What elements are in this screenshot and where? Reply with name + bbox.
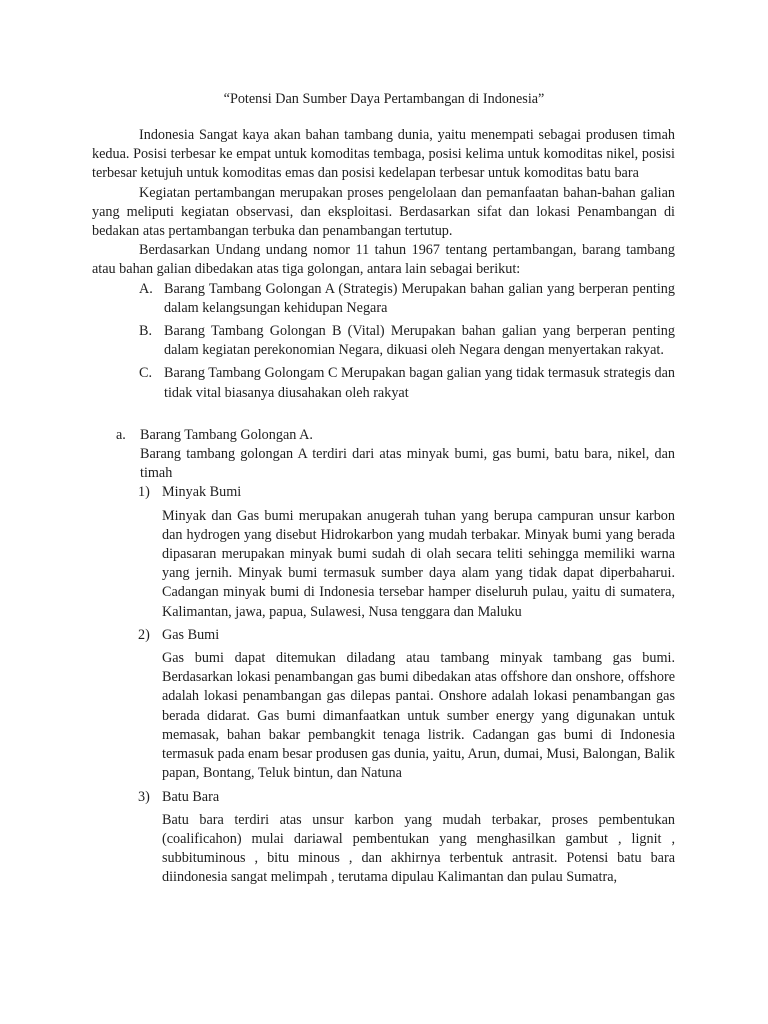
section-marker: a. bbox=[116, 426, 126, 443]
subsection-minyak-bumi-text: Minyak dan Gas bumi merupakan anugerah tuhan yang berupa campuran unsur karbon dan hydrogen yang disebut Hidrokarbon yang mudah terbakar. Minyak bumi yang berada dipasaran merupakan minyak bumi sudah di olah secara teliti sehingga memiliki warna yang jernih. Minyak bumi termasuk sumber daya alam yang tidak dapat diperbaharui. Cadangan minyak bumi di Indonesia tersebar hamper diseluruh pulau, yaitu di sumatera, Kalimantan, jawa, papua, Sulawesi, Nusa tenggara dan Maluku bbox=[162, 507, 675, 620]
spacer bbox=[92, 407, 675, 426]
item-number: 3) bbox=[138, 788, 150, 805]
subsection-batu-bara-heading bbox=[92, 788, 675, 807]
item-number: 2) bbox=[138, 626, 150, 643]
subsection-gas-bumi-text: Gas bumi dapat ditemukan diladang atau tambang minyak tambang gas bumi. Berdasarkan lokasi penambangan gas bumi dibedakan atas offshore dan onshore, offshore adalah lokasi penambangan gas dilepas pantai. Onshore adalah lokasi penambangan gas berada didarat. Gas bumi dimanfaatkan untuk sumber energy yang digunakan untuk memasak, bahan bakar pembangkit tenaga listrik. Cadangan gas bumi di Indonesia termasuk pada enam besar produsen gas dunia, yaitu, Arun, dumai, Musi, Balongan, Balik papan, Bontang, Teluk bintun, dan Natuna bbox=[162, 650, 675, 782]
paragraph-intro: Indonesia Sangat kaya akan bahan tambang dunia, yaitu menempati sebagai produsen timah kedua. Posisi terbesar ke empat untuk komoditas tembaga, posisi kelima untuk komoditas nikel, posisi terbesar ketujuh untuk komoditas emas dan posisi kedelapan terbesar untuk komoditas batu bara bbox=[92, 127, 675, 182]
category-text: Barang Tambang Golongam C Merupakan bagan galian yang tidak termasuk strategis dan tidak vital biasanya diusahakan oleh rakyat bbox=[164, 365, 675, 401]
subsection-minyak-bumi-heading bbox=[92, 483, 675, 502]
section-a-heading bbox=[92, 426, 675, 445]
item-title: Gas Bumi bbox=[162, 626, 220, 643]
category-text: Barang Tambang Golongan A (Strategis) Merupakan bahan galian yang berperan penting dalam kelangsungan kehidupan Negara bbox=[164, 280, 675, 316]
category-list bbox=[92, 280, 675, 403]
category-item-c bbox=[92, 364, 675, 402]
category-item-a bbox=[92, 280, 675, 318]
section-heading-text: Barang Tambang Golongan A. bbox=[140, 426, 313, 443]
list-marker: B. bbox=[139, 323, 153, 340]
item-number: 1) bbox=[138, 484, 150, 501]
category-text: Barang Tambang Golongan B (Vital) Merupakan bahan galian yang berperan penting dalam kegiatan perekonomian Negara, dikuasi oleh Negara dengan menyertakan rakyat. bbox=[164, 323, 675, 359]
item-title: Batu Bara bbox=[162, 788, 220, 805]
paragraph-law-classification: Berdasarkan Undang undang nomor 11 tahun 1967 tentang pertambangan, barang tambang atau bahan galian dibedakan atas tiga golongan, antara lain sebagai berikut: bbox=[92, 242, 675, 278]
item-title: Minyak Bumi bbox=[162, 484, 242, 501]
list-marker: C. bbox=[139, 365, 153, 382]
document-title: “Potensi Dan Sumber Daya Pertambangan di Indonesia” bbox=[223, 91, 545, 107]
subsection-gas-bumi-heading bbox=[92, 626, 675, 645]
category-item-b bbox=[92, 322, 675, 360]
paragraph-mining-activity: Kegiatan pertambangan merupakan proses pengelolaan dan pemanfaatan bahan-bahan galian yang meliputi kegiatan observasi, dan eksploitasi. Berdasarkan sifat dan lokasi Penambangan di bedakan atas pertambangan terbuka dan penambangan tertutup. bbox=[92, 184, 675, 240]
list-marker: A. bbox=[139, 280, 153, 297]
document-body bbox=[92, 126, 675, 892]
section-a-intro: Barang tambang golongan A terdiri dari atas minyak bumi, gas bumi, batu bara, nikel, dan timah bbox=[140, 446, 675, 482]
subsection-batu-bara-text: Batu bara terdiri atas unsur karbon yang mudah terbakar, proses pembentukan (coalificahon) mulai dariawal pembentukan yang menghasilkan gambut , lignit , subbituminous , bitu minous , dan akhirnya terbentuk antrasit. Potensi batu bara diindonesia sangat melimpah , terutama dipulau Kalimantan dan pulau Sumatra, bbox=[162, 811, 675, 886]
